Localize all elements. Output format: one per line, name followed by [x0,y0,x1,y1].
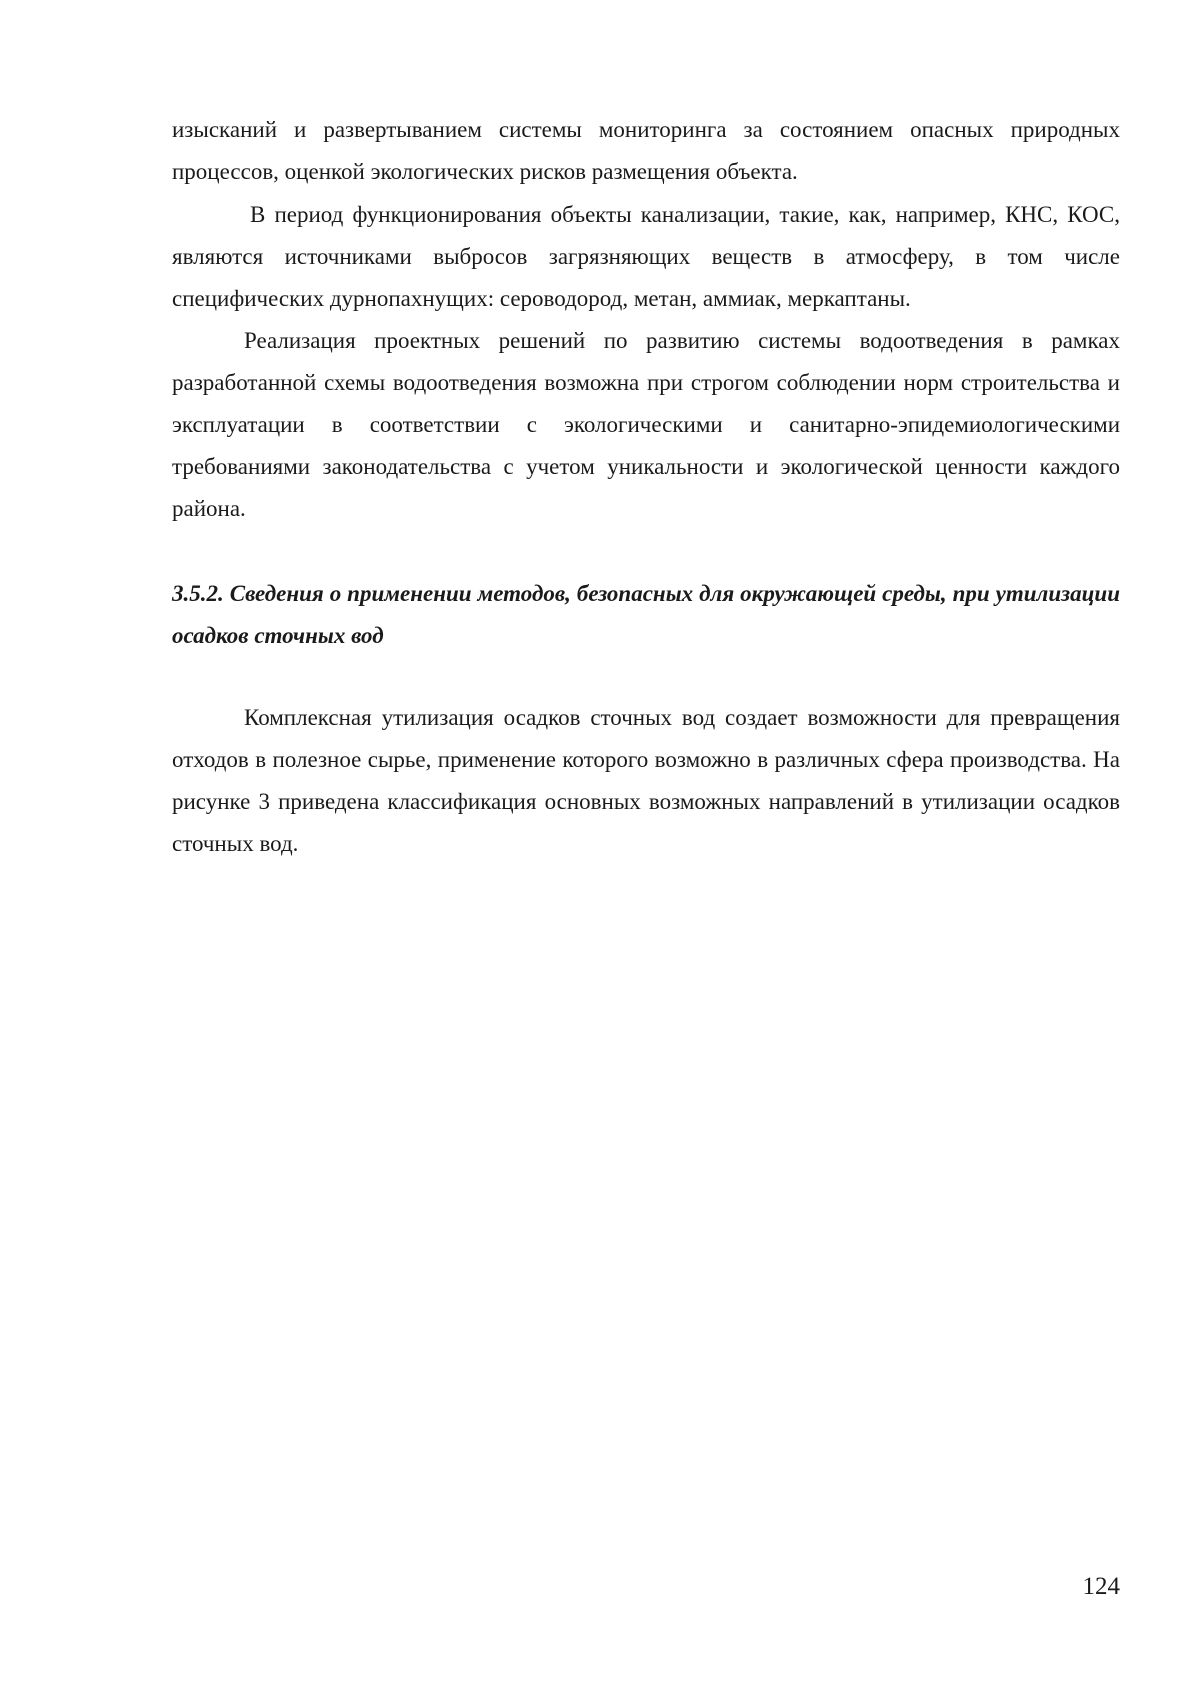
paragraph-text: В период функционирования объекты канализации, такие, как, например, КНС, КОС, являются источниками выбросов загрязняющих веществ в атмосферу, в том числе специфических дурнопахнущих: сероводород, метан, аммиак, меркаптаны. [172,202,1120,311]
paragraph-text: изысканий и развертыванием системы мониторинга за состоянием опасных природных процессов, оценкой экологических рисков размещения объекта. [172,117,1120,184]
paragraph-sludge-utilization [172,697,1120,865]
page-number: 124 [1082,1573,1120,1600]
paragraph-sewerage-emissions [172,194,1120,320]
section-heading-text: 3.5.2. Сведения о применении методов, безопасных для окружающей среды, при утилизации осадков сточных вод [172,581,1120,648]
paragraph-continuation [172,109,1120,193]
paragraph-project-implementation [172,320,1120,530]
section-heading [172,573,1120,657]
paragraph-text: Комплексная утилизация осадков сточных вод создает возможности для превращения отходов в полезное сырье, применение которого возможно в различных сфера производства. На рисунке 3 приведена классификация основных возможных направлений в утилизации осадков сточных вод. [172,705,1120,856]
paragraph-text: Реализация проектных решений по развитию системы водоотведения в рамках разработанной схемы водоотведения возможна при строгом соблюдении норм строительства и эксплуатации в соответствии с экологическими и санитарно-эпидемиологическими требованиями законодательства с учетом уникальности и экологической ценности каждого района. [172,328,1120,521]
